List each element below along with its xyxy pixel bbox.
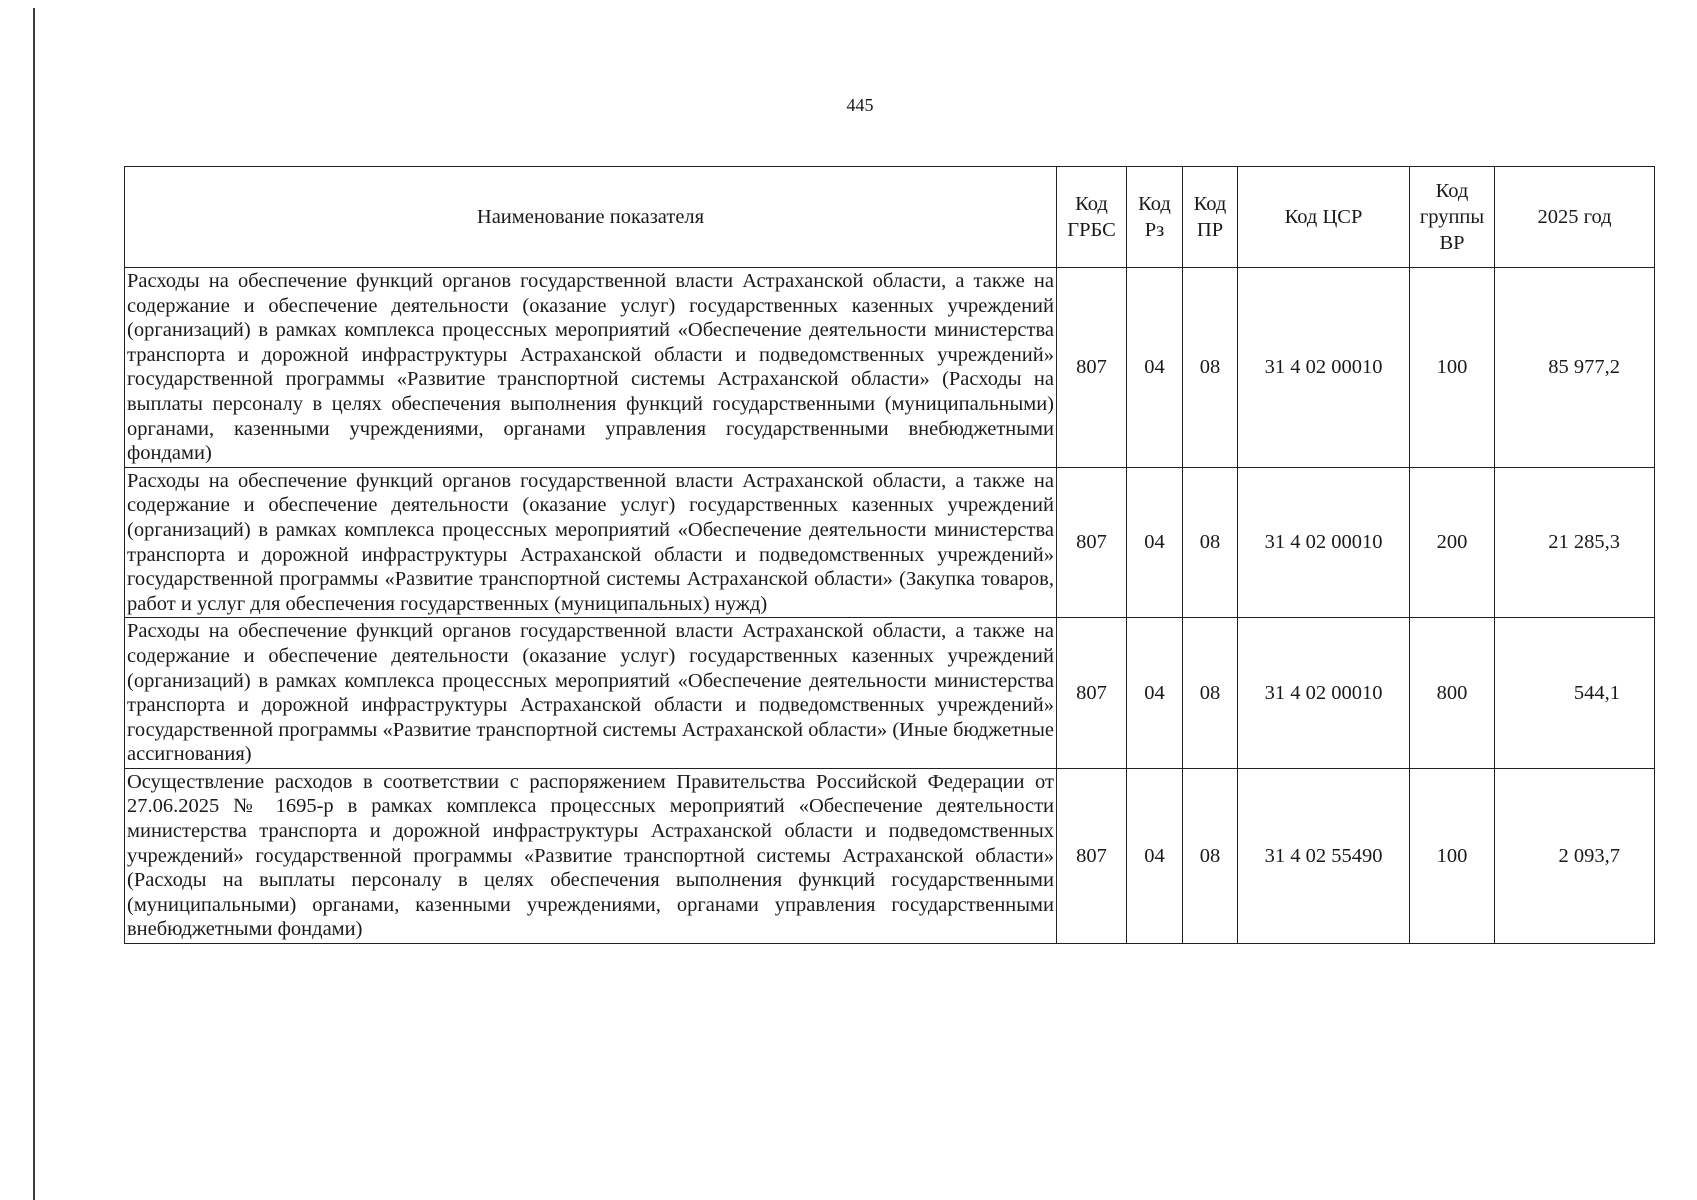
row-grbs: 807: [1057, 467, 1127, 618]
row-csr: 31 4 02 55490: [1238, 768, 1410, 943]
row-amount: 21 285,3: [1495, 467, 1655, 618]
row-name: Осуществление расходов в соответствии с распоряжением Правительства Российской Федерации от 27.06.2025 № 1695-р в рамках комплекса процессных мероприятий «Обеспечение деятельности министерства транспорта и дорожной инфраструктуры Астраханской области и подведомственных учреждений» государственной программы «Развитие транспортной системы Астраханской области» (Расходы на выплаты персоналу в целях обеспечения выполнения функций государственными (муниципальными) органами, казенными учреждениями, органами управления государственными внебюджетными фондами): [125, 768, 1057, 943]
row-name: Расходы на обеспечение функций органов государственной власти Астраханской области, а также на содержание и обеспечение деятельности (оказание услуг) государственных казенных учреждений (организаций) в рамках комплекса процессных мероприятий «Обеспечение деятельности министерства транспорта и дорожной инфраструктуры Астраханской области и подведомственных учреждений» государственной программы «Развитие транспортной системы Астраханской области» (Расходы на выплаты персоналу в целях обеспечения выполнения функций государственными (муниципальными) органами, казенными учреждениями, органами управления государственными внебюджетными фондами): [125, 268, 1057, 468]
header-year: 2025 год: [1495, 167, 1655, 268]
row-grbs: 807: [1057, 768, 1127, 943]
row-pr: 08: [1183, 618, 1238, 769]
row-grbs: 807: [1057, 268, 1127, 468]
header-name: Наименование показателя: [125, 167, 1057, 268]
row-name: Расходы на обеспечение функций органов государственной власти Астраханской области, а также на содержание и обеспечение деятельности (оказание услуг) государственных казенных учреждений (организаций) в рамках комплекса процессных мероприятий «Обеспечение деятельности министерства транспорта и дорожной инфраструктуры Астраханской области и подведомственных учреждений» государственной программы «Развитие транспортной системы Астраханской области» (Закупка товаров, работ и услуг для обеспечения государственных (муниципальных) нужд): [125, 467, 1057, 618]
row-vr: 200: [1410, 467, 1495, 618]
table-row: [125, 268, 1655, 468]
row-pr: 08: [1183, 467, 1238, 618]
header-row: [125, 167, 1655, 268]
row-rz: 04: [1127, 768, 1183, 943]
header-grbs: Код ГРБС: [1057, 167, 1127, 268]
row-grbs: 807: [1057, 618, 1127, 769]
row-rz: 04: [1127, 618, 1183, 769]
row-rz: 04: [1127, 467, 1183, 618]
header-pr: Код ПР: [1183, 167, 1238, 268]
row-csr: 31 4 02 00010: [1238, 467, 1410, 618]
header-vr: Код группы ВР: [1410, 167, 1495, 268]
header-rz: Код Рз: [1127, 167, 1183, 268]
table-header: [125, 167, 1655, 268]
row-pr: 08: [1183, 768, 1238, 943]
row-amount: 2 093,7: [1495, 768, 1655, 943]
table-row: [125, 768, 1655, 943]
row-csr: 31 4 02 00010: [1238, 268, 1410, 468]
table-body: [125, 268, 1655, 944]
page-binding-line: [33, 8, 35, 1200]
row-vr: 100: [1410, 268, 1495, 468]
row-vr: 100: [1410, 768, 1495, 943]
row-vr: 800: [1410, 618, 1495, 769]
budget-table: [124, 166, 1655, 944]
table-row: [125, 618, 1655, 769]
page-number: 445: [846, 95, 874, 115]
row-amount: 544,1: [1495, 618, 1655, 769]
row-rz: 04: [1127, 268, 1183, 468]
row-pr: 08: [1183, 268, 1238, 468]
header-csr: Код ЦСР: [1238, 167, 1410, 268]
row-amount: 85 977,2: [1495, 268, 1655, 468]
row-name: Расходы на обеспечение функций органов государственной власти Астраханской области, а также на содержание и обеспечение деятельности (оказание услуг) государственных казенных учреждений (организаций) в рамках комплекса процессных мероприятий «Обеспечение деятельности министерства транспорта и дорожной инфраструктуры Астраханской области и подведомственных учреждений» государственной программы «Развитие транспортной системы Астраханской области» (Иные бюджетные ассигнования): [125, 618, 1057, 769]
table-row: [125, 467, 1655, 618]
row-csr: 31 4 02 00010: [1238, 618, 1410, 769]
